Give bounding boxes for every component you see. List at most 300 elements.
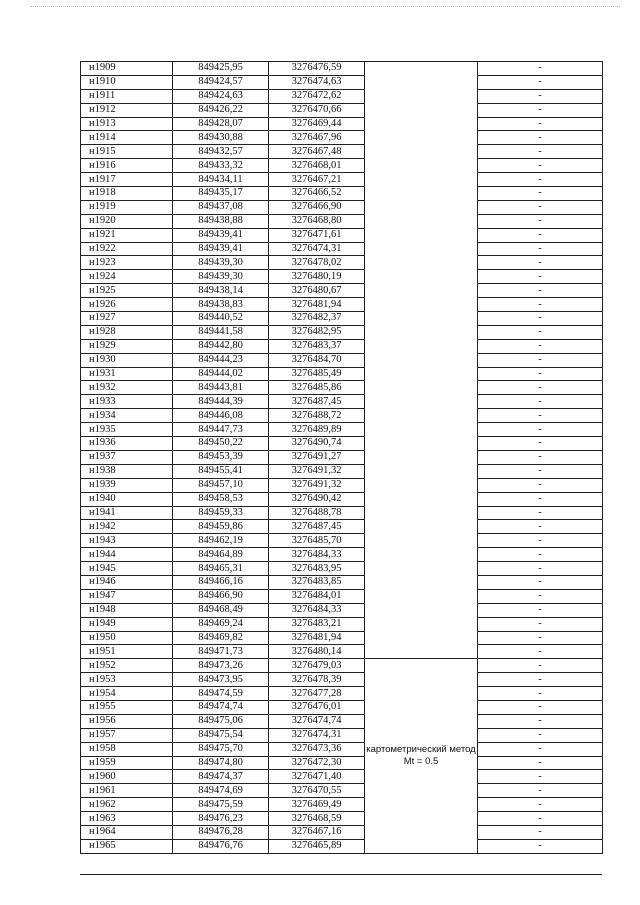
table-row — [81, 492, 603, 506]
table-row — [81, 395, 603, 409]
method-cell — [365, 700, 478, 714]
y-coordinate-cell: 3276468,01 — [269, 159, 365, 173]
point-name-cell: н1957 — [81, 728, 173, 742]
dash-cell: - — [478, 339, 603, 353]
x-coordinate-cell: 849475,70 — [173, 742, 269, 756]
x-coordinate-cell: 849441,58 — [173, 325, 269, 339]
point-name-cell: н1912 — [81, 103, 173, 117]
point-name-cell: н1949 — [81, 617, 173, 631]
y-coordinate-cell: 3276489,89 — [269, 423, 365, 437]
point-name-cell: н1960 — [81, 770, 173, 784]
dash-cell: - — [478, 742, 603, 756]
x-coordinate-cell: 849434,11 — [173, 173, 269, 187]
method-cell — [365, 325, 478, 339]
method-cell — [365, 589, 478, 603]
table-row — [81, 173, 603, 187]
dash-cell: - — [478, 603, 603, 617]
table-row — [81, 423, 603, 437]
point-name-cell: н1965 — [81, 839, 173, 853]
table-row — [81, 756, 603, 770]
method-cell — [365, 812, 478, 826]
dash-cell: - — [478, 284, 603, 298]
table-row — [81, 673, 603, 687]
dash-cell: - — [478, 381, 603, 395]
x-coordinate-cell: 849447,73 — [173, 423, 269, 437]
point-name-cell: н1910 — [81, 75, 173, 89]
dash-cell: - — [478, 312, 603, 326]
dash-cell: - — [478, 812, 603, 826]
y-coordinate-cell: 3276484,70 — [269, 353, 365, 367]
x-coordinate-cell: 849459,86 — [173, 520, 269, 534]
y-coordinate-cell: 3276479,03 — [269, 659, 365, 673]
method-cell — [365, 575, 478, 589]
method-cell — [365, 450, 478, 464]
dash-cell: - — [478, 423, 603, 437]
y-coordinate-cell: 3276481,94 — [269, 631, 365, 645]
y-coordinate-cell: 3276491,32 — [269, 478, 365, 492]
y-coordinate-cell: 3276466,90 — [269, 200, 365, 214]
dash-cell: - — [478, 645, 603, 659]
dash-cell: - — [478, 367, 603, 381]
x-coordinate-cell: 849438,88 — [173, 214, 269, 228]
y-coordinate-cell: 3276469,44 — [269, 117, 365, 131]
dash-cell: - — [478, 714, 603, 728]
dash-cell: - — [478, 659, 603, 673]
point-name-cell: н1928 — [81, 325, 173, 339]
x-coordinate-cell: 849424,57 — [173, 75, 269, 89]
x-coordinate-cell: 849438,14 — [173, 284, 269, 298]
table-row — [81, 728, 603, 742]
point-name-cell: н1918 — [81, 187, 173, 201]
y-coordinate-cell: 3276491,32 — [269, 464, 365, 478]
table-row — [81, 325, 603, 339]
y-coordinate-cell: 3276470,55 — [269, 784, 365, 798]
table-row — [81, 742, 603, 756]
dash-cell: - — [478, 228, 603, 242]
x-coordinate-cell: 849440,52 — [173, 312, 269, 326]
method-cell — [365, 200, 478, 214]
method-cell — [365, 298, 478, 312]
table-row — [81, 687, 603, 701]
method-cell — [365, 645, 478, 659]
point-name-cell: н1915 — [81, 145, 173, 159]
point-name-cell: н1951 — [81, 645, 173, 659]
method-cell — [365, 659, 478, 673]
dash-cell: - — [478, 506, 603, 520]
x-coordinate-cell: 849453,39 — [173, 450, 269, 464]
y-coordinate-cell: 3276474,31 — [269, 242, 365, 256]
table-row — [81, 187, 603, 201]
table-row — [81, 62, 603, 76]
point-name-cell: н1909 — [81, 62, 173, 76]
table-row — [81, 784, 603, 798]
y-coordinate-cell: 3276480,67 — [269, 284, 365, 298]
method-cell — [365, 367, 478, 381]
method-cell — [365, 798, 478, 812]
table-row — [81, 89, 603, 103]
table-row — [81, 270, 603, 284]
y-coordinate-cell: 3276480,14 — [269, 645, 365, 659]
y-coordinate-cell: 3276483,85 — [269, 575, 365, 589]
point-name-cell: н1941 — [81, 506, 173, 520]
dash-cell: - — [478, 187, 603, 201]
coordinates-table — [80, 61, 603, 854]
dash-cell: - — [478, 728, 603, 742]
table-bottom-rule — [80, 874, 602, 875]
table-row — [81, 159, 603, 173]
x-coordinate-cell: 849430,88 — [173, 131, 269, 145]
point-name-cell: н1935 — [81, 423, 173, 437]
method-cell — [365, 506, 478, 520]
point-name-cell: н1916 — [81, 159, 173, 173]
method-cell — [365, 256, 478, 270]
x-coordinate-cell: 849473,26 — [173, 659, 269, 673]
table-row — [81, 603, 603, 617]
table-row — [81, 242, 603, 256]
dash-cell: - — [478, 839, 603, 853]
y-coordinate-cell: 3276470,66 — [269, 103, 365, 117]
point-name-cell: н1962 — [81, 798, 173, 812]
dash-cell: - — [478, 631, 603, 645]
x-coordinate-cell: 849465,31 — [173, 562, 269, 576]
y-coordinate-cell: 3276468,80 — [269, 214, 365, 228]
x-coordinate-cell: 849475,54 — [173, 728, 269, 742]
y-coordinate-cell: 3276482,37 — [269, 312, 365, 326]
x-coordinate-cell: 849438,83 — [173, 298, 269, 312]
method-cell — [365, 423, 478, 437]
method-cell — [365, 381, 478, 395]
x-coordinate-cell: 849462,19 — [173, 534, 269, 548]
point-name-cell: н1955 — [81, 700, 173, 714]
method-cell — [365, 784, 478, 798]
y-coordinate-cell: 3276480,19 — [269, 270, 365, 284]
x-coordinate-cell: 849444,02 — [173, 367, 269, 381]
x-coordinate-cell: 849474,80 — [173, 756, 269, 770]
y-coordinate-cell: 3276482,95 — [269, 325, 365, 339]
point-name-cell: н1927 — [81, 312, 173, 326]
x-coordinate-cell: 849439,30 — [173, 256, 269, 270]
x-coordinate-cell: 849476,28 — [173, 825, 269, 839]
x-coordinate-cell: 849439,41 — [173, 242, 269, 256]
point-name-cell: н1942 — [81, 520, 173, 534]
x-coordinate-cell: 849475,06 — [173, 714, 269, 728]
y-coordinate-cell: 3276491,27 — [269, 450, 365, 464]
y-coordinate-cell: 3276474,31 — [269, 728, 365, 742]
point-name-cell: н1945 — [81, 562, 173, 576]
table-row — [81, 589, 603, 603]
x-coordinate-cell: 849474,74 — [173, 700, 269, 714]
x-coordinate-cell: 849464,89 — [173, 548, 269, 562]
method-cell — [365, 631, 478, 645]
x-coordinate-cell: 849442,80 — [173, 339, 269, 353]
dash-cell: - — [478, 575, 603, 589]
x-coordinate-cell: 849459,33 — [173, 506, 269, 520]
table-row — [81, 353, 603, 367]
x-coordinate-cell: 849425,95 — [173, 62, 269, 76]
x-coordinate-cell: 849473,95 — [173, 673, 269, 687]
table-row — [81, 617, 603, 631]
method-cell — [365, 520, 478, 534]
x-coordinate-cell: 849474,59 — [173, 687, 269, 701]
table-row — [81, 839, 603, 853]
dash-cell: - — [478, 200, 603, 214]
x-coordinate-cell: 849443,81 — [173, 381, 269, 395]
dash-cell: - — [478, 784, 603, 798]
method-cell — [365, 89, 478, 103]
x-coordinate-cell: 849474,69 — [173, 784, 269, 798]
point-name-cell: н1937 — [81, 450, 173, 464]
table-row — [81, 631, 603, 645]
x-coordinate-cell: 849476,76 — [173, 839, 269, 853]
method-cell — [365, 437, 478, 451]
point-name-cell: н1930 — [81, 353, 173, 367]
method-cell — [365, 339, 478, 353]
x-coordinate-cell: 849428,07 — [173, 117, 269, 131]
method-cell — [365, 62, 478, 76]
point-name-cell: н1933 — [81, 395, 173, 409]
method-cell — [365, 270, 478, 284]
y-coordinate-cell: 3276490,74 — [269, 437, 365, 451]
y-coordinate-cell: 3276481,94 — [269, 298, 365, 312]
dash-cell: - — [478, 492, 603, 506]
point-name-cell: н1944 — [81, 548, 173, 562]
dash-cell: - — [478, 103, 603, 117]
table-row — [81, 228, 603, 242]
table-row — [81, 506, 603, 520]
x-coordinate-cell: 849433,32 — [173, 159, 269, 173]
method-cell — [365, 562, 478, 576]
point-name-cell: н1959 — [81, 756, 173, 770]
dash-cell: - — [478, 450, 603, 464]
y-coordinate-cell: 3276467,48 — [269, 145, 365, 159]
dash-cell: - — [478, 798, 603, 812]
table-row — [81, 214, 603, 228]
table-row — [81, 520, 603, 534]
y-coordinate-cell: 3276484,33 — [269, 603, 365, 617]
method-cell — [365, 173, 478, 187]
point-name-cell: н1914 — [81, 131, 173, 145]
method-cell — [365, 228, 478, 242]
point-name-cell: н1926 — [81, 298, 173, 312]
x-coordinate-cell: 849426,22 — [173, 103, 269, 117]
method-cell — [365, 75, 478, 89]
x-coordinate-cell: 849466,16 — [173, 575, 269, 589]
table-row — [81, 770, 603, 784]
y-coordinate-cell: 3276473,36 — [269, 742, 365, 756]
point-name-cell: н1954 — [81, 687, 173, 701]
y-coordinate-cell: 3276488,72 — [269, 409, 365, 423]
table-row — [81, 75, 603, 89]
dash-cell: - — [478, 325, 603, 339]
method-cell — [365, 117, 478, 131]
method-cell — [365, 673, 478, 687]
method-cell — [365, 409, 478, 423]
dash-cell: - — [478, 117, 603, 131]
y-coordinate-cell: 3276487,45 — [269, 395, 365, 409]
table-row — [81, 117, 603, 131]
dash-cell: - — [478, 62, 603, 76]
dash-cell: - — [478, 464, 603, 478]
point-name-cell: н1948 — [81, 603, 173, 617]
dash-cell: - — [478, 270, 603, 284]
point-name-cell: н1919 — [81, 200, 173, 214]
method-cell — [365, 534, 478, 548]
x-coordinate-cell: 849424,63 — [173, 89, 269, 103]
method-cell — [365, 353, 478, 367]
method-cell — [365, 478, 478, 492]
method-note-cell: картометрический метод Mt = 0.5 — [365, 742, 478, 770]
table-row — [81, 534, 603, 548]
table-row — [81, 700, 603, 714]
method-cell — [365, 728, 478, 742]
y-coordinate-cell: 3276478,02 — [269, 256, 365, 270]
dash-cell: - — [478, 562, 603, 576]
x-coordinate-cell: 849466,90 — [173, 589, 269, 603]
dash-cell: - — [478, 131, 603, 145]
y-coordinate-cell: 3276476,59 — [269, 62, 365, 76]
x-coordinate-cell: 849439,30 — [173, 270, 269, 284]
y-coordinate-cell: 3276483,37 — [269, 339, 365, 353]
table-row — [81, 145, 603, 159]
y-coordinate-cell: 3276487,45 — [269, 520, 365, 534]
table-row — [81, 562, 603, 576]
x-coordinate-cell: 849474,37 — [173, 770, 269, 784]
y-coordinate-cell: 3276476,01 — [269, 700, 365, 714]
point-name-cell: н1953 — [81, 673, 173, 687]
y-coordinate-cell: 3276484,33 — [269, 548, 365, 562]
point-name-cell: н1931 — [81, 367, 173, 381]
y-coordinate-cell: 3276469,49 — [269, 798, 365, 812]
y-coordinate-cell: 3276485,49 — [269, 367, 365, 381]
y-coordinate-cell: 3276465,89 — [269, 839, 365, 853]
point-name-cell: н1929 — [81, 339, 173, 353]
dash-cell: - — [478, 298, 603, 312]
x-coordinate-cell: 849439,41 — [173, 228, 269, 242]
point-name-cell: н1920 — [81, 214, 173, 228]
y-coordinate-cell: 3276484,01 — [269, 589, 365, 603]
point-name-cell: н1947 — [81, 589, 173, 603]
method-cell — [365, 603, 478, 617]
point-name-cell: н1932 — [81, 381, 173, 395]
dash-cell: - — [478, 700, 603, 714]
method-cell — [365, 242, 478, 256]
dash-cell: - — [478, 673, 603, 687]
point-name-cell: н1911 — [81, 89, 173, 103]
x-coordinate-cell: 849444,23 — [173, 353, 269, 367]
point-name-cell: н1939 — [81, 478, 173, 492]
point-name-cell: н1961 — [81, 784, 173, 798]
dash-cell: - — [478, 159, 603, 173]
table-row — [81, 339, 603, 353]
dash-cell: - — [478, 242, 603, 256]
method-cell — [365, 714, 478, 728]
table-row — [81, 367, 603, 381]
scan-header-line — [30, 6, 620, 9]
table-row — [81, 450, 603, 464]
y-coordinate-cell: 3276471,61 — [269, 228, 365, 242]
table-row — [81, 284, 603, 298]
dash-cell: - — [478, 770, 603, 784]
table-row — [81, 256, 603, 270]
dash-cell: - — [478, 548, 603, 562]
method-cell — [365, 284, 478, 298]
y-coordinate-cell: 3276467,21 — [269, 173, 365, 187]
x-coordinate-cell: 849469,24 — [173, 617, 269, 631]
y-coordinate-cell: 3276490,42 — [269, 492, 365, 506]
point-name-cell: н1958 — [81, 742, 173, 756]
y-coordinate-cell: 3276483,95 — [269, 562, 365, 576]
method-cell — [365, 687, 478, 701]
table-row — [81, 812, 603, 826]
x-coordinate-cell: 849455,41 — [173, 464, 269, 478]
y-coordinate-cell: 3276472,62 — [269, 89, 365, 103]
table-row — [81, 298, 603, 312]
point-name-cell: н1963 — [81, 812, 173, 826]
table-row — [81, 131, 603, 145]
x-coordinate-cell: 849469,82 — [173, 631, 269, 645]
table-row — [81, 548, 603, 562]
dash-cell: - — [478, 478, 603, 492]
point-name-cell: н1924 — [81, 270, 173, 284]
coordinates-table-body — [81, 62, 603, 854]
point-name-cell: н1934 — [81, 409, 173, 423]
point-name-cell: н1946 — [81, 575, 173, 589]
dash-cell: - — [478, 173, 603, 187]
table-row — [81, 825, 603, 839]
method-cell — [365, 395, 478, 409]
dash-cell: - — [478, 756, 603, 770]
point-name-cell: н1913 — [81, 117, 173, 131]
method-cell — [365, 548, 478, 562]
table-row — [81, 645, 603, 659]
method-cell — [365, 187, 478, 201]
method-cell — [365, 617, 478, 631]
dash-cell: - — [478, 617, 603, 631]
point-name-cell: н1923 — [81, 256, 173, 270]
x-coordinate-cell: 849435,17 — [173, 187, 269, 201]
point-name-cell: н1952 — [81, 659, 173, 673]
x-coordinate-cell: 849446,08 — [173, 409, 269, 423]
point-name-cell: н1964 — [81, 825, 173, 839]
point-name-cell: н1956 — [81, 714, 173, 728]
dash-cell: - — [478, 395, 603, 409]
table-row — [81, 200, 603, 214]
x-coordinate-cell: 849458,53 — [173, 492, 269, 506]
table-row — [81, 575, 603, 589]
x-coordinate-cell: 849444,39 — [173, 395, 269, 409]
table-row — [81, 409, 603, 423]
method-cell — [365, 770, 478, 784]
point-name-cell: н1922 — [81, 242, 173, 256]
table-row — [81, 714, 603, 728]
dash-cell: - — [478, 89, 603, 103]
method-cell — [365, 464, 478, 478]
method-cell — [365, 145, 478, 159]
dash-cell: - — [478, 256, 603, 270]
dash-cell: - — [478, 825, 603, 839]
y-coordinate-cell: 3276472,30 — [269, 756, 365, 770]
point-name-cell: н1938 — [81, 464, 173, 478]
y-coordinate-cell: 3276467,16 — [269, 825, 365, 839]
dash-cell: - — [478, 589, 603, 603]
table-row — [81, 464, 603, 478]
x-coordinate-cell: 849471,73 — [173, 645, 269, 659]
y-coordinate-cell: 3276474,74 — [269, 714, 365, 728]
x-coordinate-cell: 849450,22 — [173, 437, 269, 451]
y-coordinate-cell: 3276485,86 — [269, 381, 365, 395]
table-row — [81, 798, 603, 812]
method-cell — [365, 131, 478, 145]
